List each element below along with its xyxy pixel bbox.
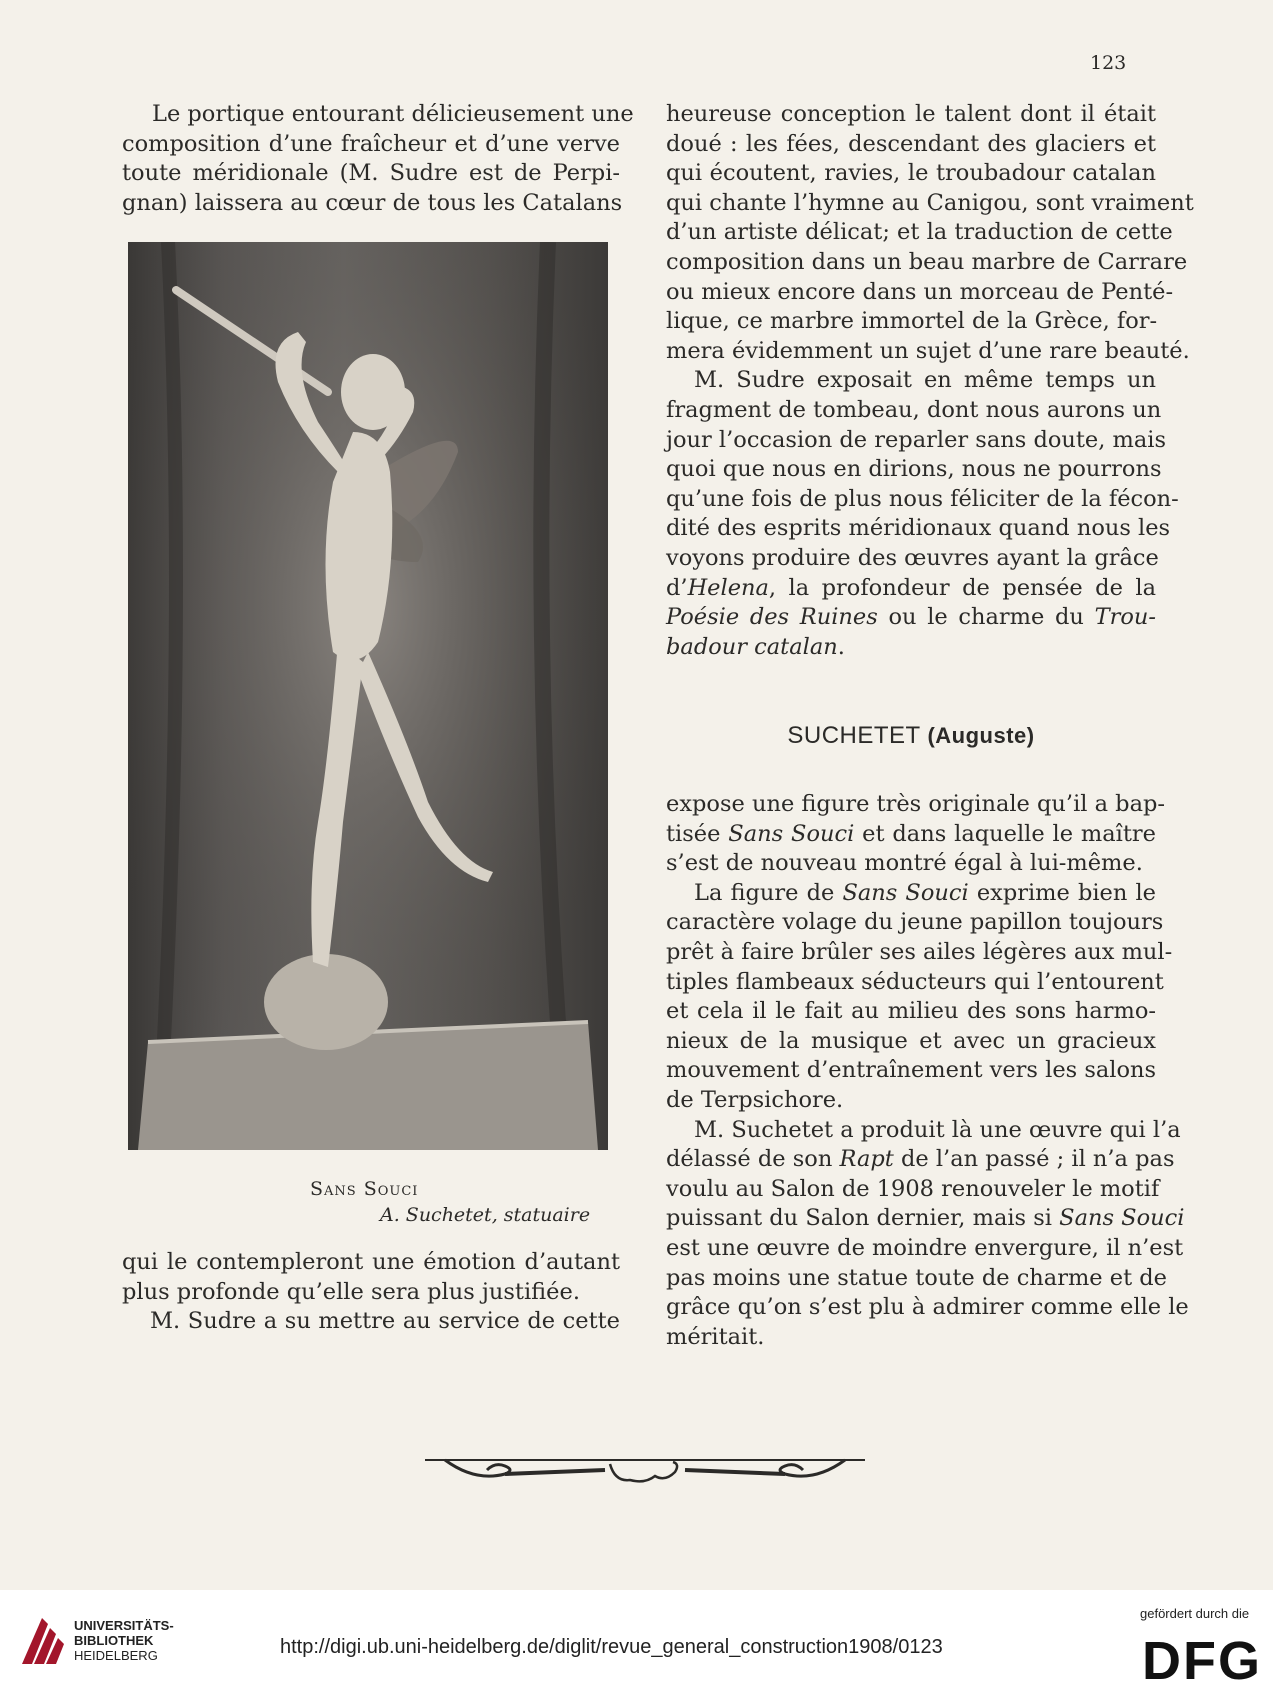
text-line: mouvement d’entraînement vers les salons (666, 1057, 1157, 1084)
text-run: puissant du Salon dernier, mais si (666, 1205, 1060, 1232)
text-line: Le portique entourant délicieusement une (152, 101, 634, 127)
text-line: composition dans un beau marbre de Carrare (666, 248, 1188, 275)
text-run: d’ (666, 574, 688, 601)
text-line: voyons produire des œuvres ayant la grâce (666, 544, 1159, 571)
library-name-line: BIBLIOTHEK (74, 1633, 154, 1648)
italic-title: Sans Souci (1059, 1205, 1185, 1232)
figure-caption-credit: A. Suchetet, statuaire (380, 1204, 591, 1226)
text-line: gnan) laissera au cœur de tous les Catalans (122, 189, 623, 216)
text-line: heureuse conception le talent dont il était (666, 101, 1156, 127)
text-line (666, 1145, 1175, 1175)
statue-figure-illustration (128, 242, 608, 1150)
italic-title: Rapt (839, 1146, 894, 1173)
text-line (666, 820, 1156, 850)
italic-title: Sans Souci (728, 820, 855, 847)
left-column-bottom (122, 1248, 620, 1337)
right-column-top (666, 100, 1194, 662)
text-line: d’un artiste délicat; et la traduction de cette (666, 219, 1173, 246)
text-line: de Terpsichore. (666, 1086, 844, 1113)
text-run: et dans laquelle le maître (854, 820, 1156, 847)
italic-title: Helena (687, 574, 769, 601)
italic-title: Poésie des Ruines (666, 604, 878, 631)
text-line: et cela il le fait au milieu des sons harmo- (666, 998, 1156, 1025)
text-line: caractère volage du jeune papillon toujours (666, 909, 1164, 936)
text-line: ou mieux encore dans un morceau de Penté- (666, 278, 1174, 305)
text-line (666, 574, 1156, 604)
text-line: toute méridionale (M. Sudre est de Perpi- (122, 160, 620, 187)
text-line: jour l’occasion de reparler sans doute, mais (666, 426, 1167, 453)
italic-title: Sans Souci (842, 879, 969, 906)
text-run: La figure de (694, 879, 843, 906)
right-column-bottom (666, 790, 1189, 1352)
text-run: ou le charme du (877, 604, 1095, 631)
text-run: tisée (666, 820, 729, 847)
library-name-line: UNIVERSITÄTS- (74, 1618, 174, 1633)
text-line: s’est de nouveau montré égal à lui-même. (666, 850, 1143, 877)
text-line: tiples flambeaux séducteurs qui l’entourent (666, 968, 1164, 995)
text-line (666, 633, 1156, 663)
text-line: plus profonde qu’elle sera plus justifiée. (122, 1278, 580, 1305)
section-heading (666, 722, 1156, 750)
funding-note: gefördert durch die (1140, 1606, 1250, 1621)
dfg-logo: DFG (1142, 1631, 1262, 1691)
text-line: prêt à faire brûler ses ailes légères aux mul- (666, 938, 1173, 965)
decorative-ornament (425, 1452, 865, 1492)
page-number: 123 (1090, 52, 1127, 74)
text-line: qui écoutent, ravies, le troubadour catalan (666, 160, 1156, 187)
text-line (666, 879, 1156, 909)
university-library-name (74, 1618, 174, 1663)
text-run: , la profondeur de pensée de la (768, 574, 1156, 601)
university-library-logo-icon (14, 1612, 70, 1672)
text-line: M. Sudre a su mettre au service de cette (150, 1308, 620, 1335)
text-run: . (837, 633, 845, 660)
text-line: nieux de la musique et avec un gracieux (666, 1027, 1156, 1054)
text-line: dité des esprits méridionaux quand nous les (666, 515, 1171, 542)
text-line: fragment de tombeau, dont nous aurons un (666, 396, 1162, 423)
text-line: voulu au Salon de 1908 renouveler le motif (666, 1175, 1160, 1202)
statue-photograph (128, 242, 608, 1150)
text-run: exprime bien le (968, 879, 1156, 906)
text-line: M. Suchetet a produit là une œuvre qui l’a (694, 1116, 1181, 1143)
text-line: expose une figure très originale qu’il a bap- (666, 791, 1165, 817)
text-line: M. Sudre exposait en même temps un (694, 367, 1156, 394)
italic-title: badour catalan (666, 633, 838, 660)
text-line: est une œuvre de moindre envergure, il n’est (666, 1234, 1184, 1261)
italic-title: Trou- (1094, 604, 1156, 631)
text-line (666, 1204, 1185, 1234)
text-line: doué : les fées, descendant des glaciers et (666, 130, 1156, 157)
text-line (666, 603, 1156, 633)
text-run: de l’an passé ; il n’a pas (893, 1146, 1175, 1173)
heading-first-name: (Auguste) (927, 723, 1035, 748)
text-line: qui le contempleront une émotion d’autant (122, 1249, 620, 1275)
text-line: qui chante l’hymne au Canigou, sont vraiment (666, 189, 1194, 216)
library-name-line: HEIDELBERG (74, 1648, 158, 1663)
text-line: méritait. (666, 1323, 765, 1350)
heading-name: SUCHETET (787, 722, 921, 749)
text-run: délassé de son (666, 1146, 840, 1173)
text-line: mera évidemment un sujet d’une rare beauté. (666, 337, 1190, 364)
text-line: composition d’une fraîcheur et d’une verve (122, 130, 620, 157)
source-url-link[interactable]: http://digi.ub.uni-heidelberg.de/diglit/revue_general_construction1908/0123 (280, 1636, 943, 1658)
text-line: quoi que nous en dirions, nous ne pourrons (666, 456, 1162, 483)
text-line: pas moins une statue toute de charme et de (666, 1264, 1167, 1291)
figure-caption-title: Sans Souci (310, 1178, 419, 1200)
left-column-top (122, 100, 634, 218)
text-line: qu’une fois de plus nous féliciter de la fécon- (666, 485, 1179, 512)
text-line: lique, ce marbre immortel de la Grèce, for- (666, 308, 1158, 335)
text-line: grâce qu’on s’est plu à admirer comme elle le (666, 1294, 1189, 1321)
